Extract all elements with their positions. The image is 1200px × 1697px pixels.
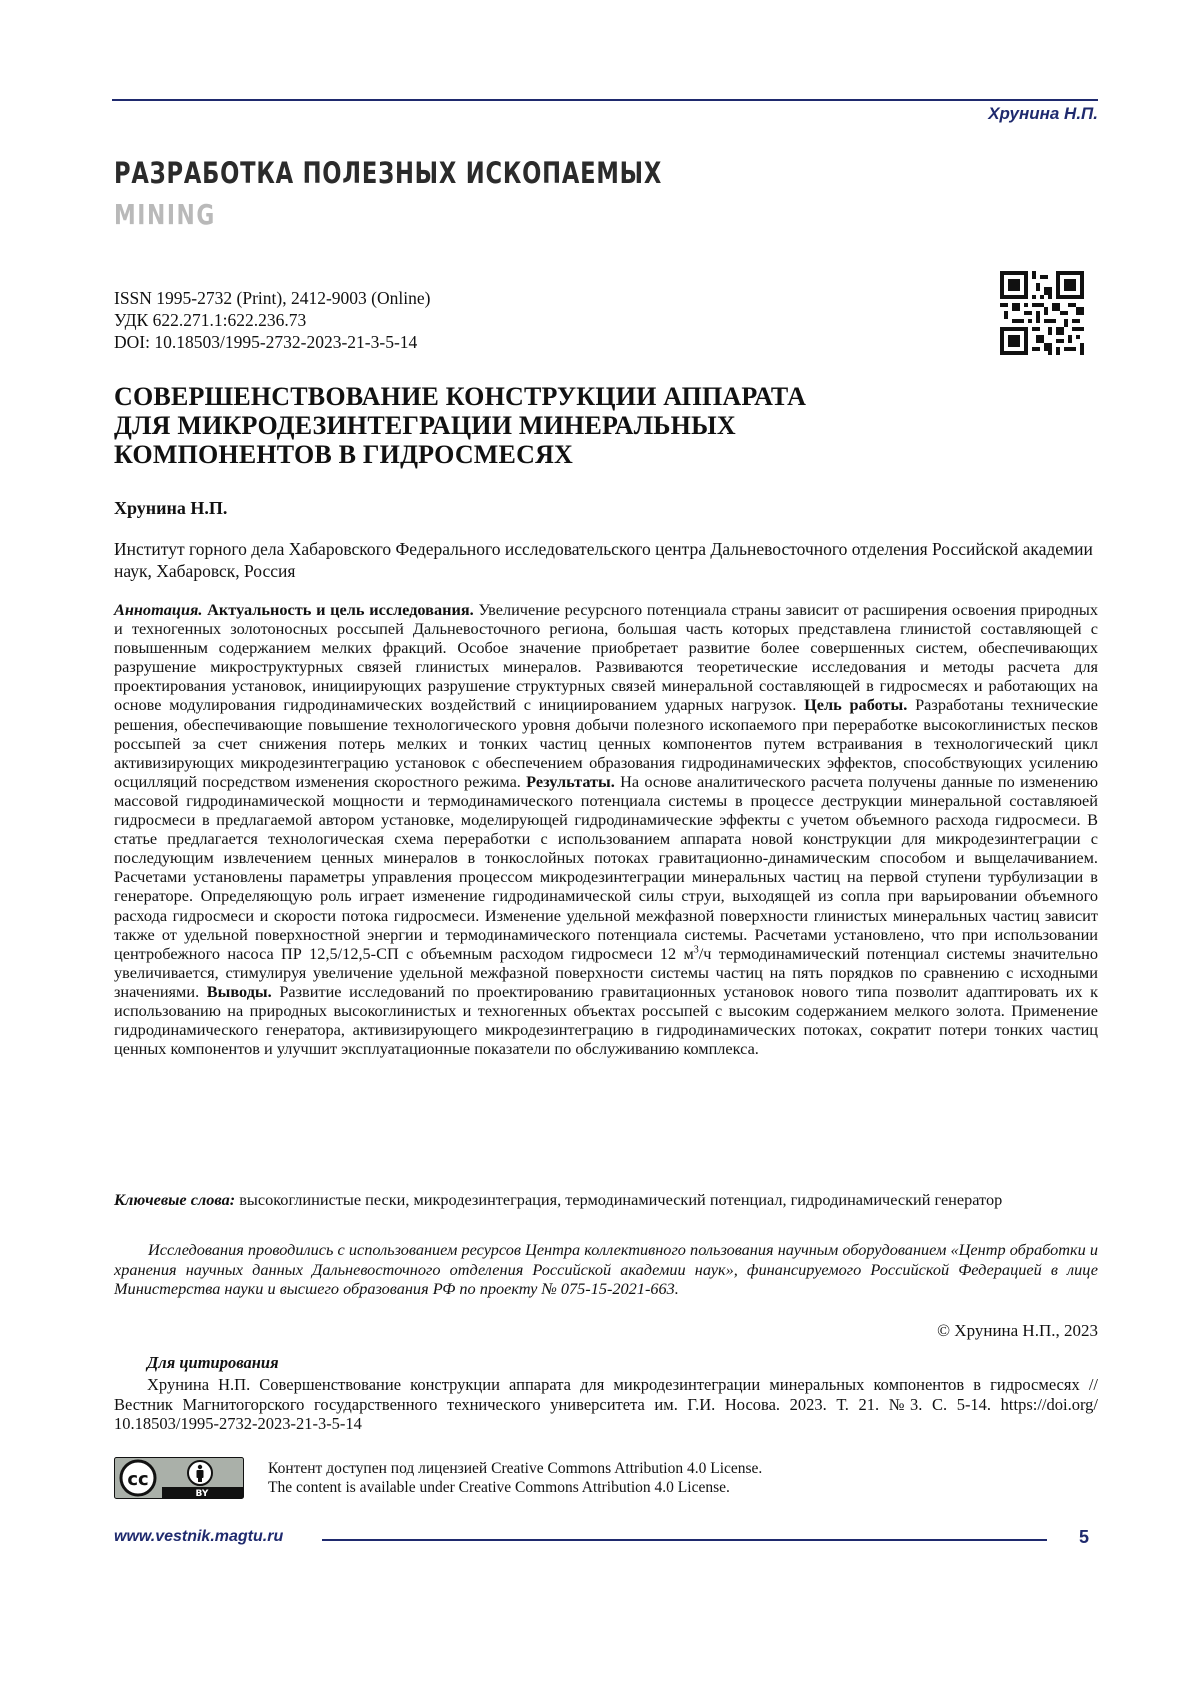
- citation-heading: Для цитирования: [147, 1353, 279, 1372]
- qr-code-icon: [1000, 271, 1084, 355]
- article-author: Хрунина Н.П.: [114, 498, 228, 518]
- citation-text: Хрунина Н.П. Совершенствование конструкции аппарата для микродезинтеграции минеральных компонентов в гидросмесях // Вестник Магнитогорского государственного технического университета им. Г.И. Носова. 2023. Т. 21. №3. С. 5-14. https://doi.org/ 10.18503/1995-2732-2023-21-3-5-14: [114, 1375, 1098, 1433]
- cc-badge-label: BY: [195, 1489, 209, 1499]
- journal-section-subtitle: MINING: [114, 198, 216, 231]
- abstract-heading-relevance: Актуальность и цель исследования.: [207, 600, 474, 619]
- footer-rule: [322, 1539, 1047, 1541]
- abstract-text-conclusions: Развитие исследований по проектированию гравитационных установок нового типа позволит адаптировать их к использованию на природных высокоглинистых и техногенных объектах россыпей с высоким содержанием мелкого золота. Применение гидродинамического генератора, активизирующего микродезинтеграцию в гидродинамических потоках, сократит потери тонких частиц ценных компонентов и улучшит эксплуатационные показатели по обслуживанию комплекса.: [114, 981, 1099, 1059]
- license-ru: Контент доступен под лицензией Creative Commons Attribution 4.0 License.: [268, 1460, 763, 1477]
- license-note: [268, 1459, 762, 1497]
- abstract-text-relevance: Увеличение ресурсного потенциала страны зависит от расширения освоения природных и техногенных золотоносных россыпей Дальневосточного региона, большая часть которых представлена глинистой составляющей с повышенным содержанием мелких фракций. Особое значение приобретает развитие более совершенных систем, обеспечивающих разрушение микроструктурных связей глинистых минералов. Развиваются теоретические исследования и методы расчета для проектирования установок, инициирующих разрушение структурных связей минеральной составляющей в гидросмесях и работающих на основе модулирования гидродинамических воздействий с инициированием ударных нагрузок.: [114, 600, 1098, 715]
- cc-by-license-icon: [114, 1457, 244, 1499]
- svg-text:cc: cc: [127, 1469, 149, 1490]
- page-number: 5: [1079, 1527, 1090, 1547]
- license-en: The content is available under Creative Commons Attribution 4.0 License.: [268, 1479, 730, 1496]
- article-title: [114, 382, 974, 469]
- article-identifiers: [114, 287, 430, 353]
- copyright: © Хрунина Н.П., 2023: [937, 1321, 1098, 1340]
- doi: DOI: 10.18503/1995-2732-2023-21-3-5-14: [114, 332, 418, 352]
- udk: УДК 622.271.1:622.236.73: [114, 310, 307, 330]
- journal-website-link[interactable]: www.vestnik.magtu.ru: [114, 1528, 284, 1545]
- keywords: [114, 1190, 1098, 1210]
- running-header-author: Хрунина Н.П.: [988, 104, 1098, 123]
- abstract-text-goal: Разработаны технические решения, обеспечивающие повышение технологического уровня добычи полезного ископаемого при переработке высокоглинистых песков россыпей за счет снижения потерь мелких и тонких частиц ценных компонентов путем встраивания в технологический цикл активизирующих микродезинтеграцию установок с обеспечением образования гидродинамических эффектов, способствующих усилению осцилляций посредством изменения скоростного режима.: [114, 695, 1098, 791]
- abstract: [114, 600, 1098, 1058]
- issn: ISSN 1995-2732 (Print), 2412-9003 (Online): [114, 288, 431, 308]
- keywords-label: Ключевые слова:: [114, 1190, 236, 1209]
- article-title-line: СОВЕРШЕНСТВОВАНИЕ КОНСТРУКЦИИ АППАРАТА: [114, 382, 807, 411]
- funding-note: Исследования проводились с использованием ресурсов Центра коллективного пользования научным оборудованием «Центр обработки и хранения научных данных Дальневосточного отделения Российской академии наук», финансируемого Российской Федерацией в лице Министерства науки и высшего образования РФ по проекту № 075-15-2021-663.: [114, 1240, 1098, 1298]
- abstract-heading-results: Результаты.: [526, 771, 615, 791]
- abstract-text-results-cont: /ч термодинамический потенциал системы значительно увеличивается, стимулируя увеличение удельной межфазной поверхности системы частиц на пять порядков по сравнению с исходными значениями.: [114, 943, 1098, 1001]
- journal-section-title: РАЗРАБОТКА ПОЛЕЗНЫХ ИСКОПАЕМЫХ: [114, 156, 663, 190]
- header-rule: [112, 99, 1098, 101]
- author-affiliation: Институт горного дела Хабаровского Федерального исследовательского центра Дальневосточного отделения Российской академии наук, Хабаровск, Россия: [114, 539, 1093, 581]
- abstract-text-results: На основе аналитического расчета получены данные по изменению массовой гидродинамической мощности и термодинамического потенциала системы в процессе деструкции минеральной составляюей гидросмеси в предлагаемой автором установке, моделирующей гидродинамические эффекты с учетом объемного расхода гидросмеси. В статье предлагается технологическая схема переработки с использованием аппарата новой конструкции для микродезинтеграции с последующим извлечением ценных минералов в тонкослойных потоках гравитационно-динамическим способом и выщелачиванием. Расчетами установлены параметры управления процессом микродезинтеграции минеральных частиц на первой ступени турбулизации в генераторе. Определяющую роль играет изменение гидродинамической силы струи, выходящей из сопла при варьировании объемного расхода гидросмеси и скорости потока гидросмеси. Изменение удельной межфазной поверхности глинистых минеральных частиц зависит также от удельной поверхностной энергии и термодинамического потенциала системы. Расчетами установлено, что при использовании центробежного насоса ПР 12,5/12,5-СП с объемным расходом гидросмеси 12 м: [114, 771, 1098, 963]
- article-title-line: ДЛЯ МИКРОДЕЗИНТЕГРАЦИИ МИНЕРАЛЬНЫХ: [114, 411, 736, 440]
- abstract-label: Аннотация.: [114, 600, 203, 619]
- abstract-heading-conclusions: Выводы.: [206, 981, 272, 1001]
- abstract-heading-goal: Цель работы.: [804, 695, 908, 715]
- superscript-exponent: 3: [693, 944, 699, 956]
- article-title-line: КОМПОНЕНТОВ В ГИДРОСМЕСЯХ: [114, 440, 574, 469]
- keywords-text: высокоглинистые пески, микродезинтеграция, термодинамический потенциал, гидродинамический генератор: [239, 1190, 1003, 1209]
